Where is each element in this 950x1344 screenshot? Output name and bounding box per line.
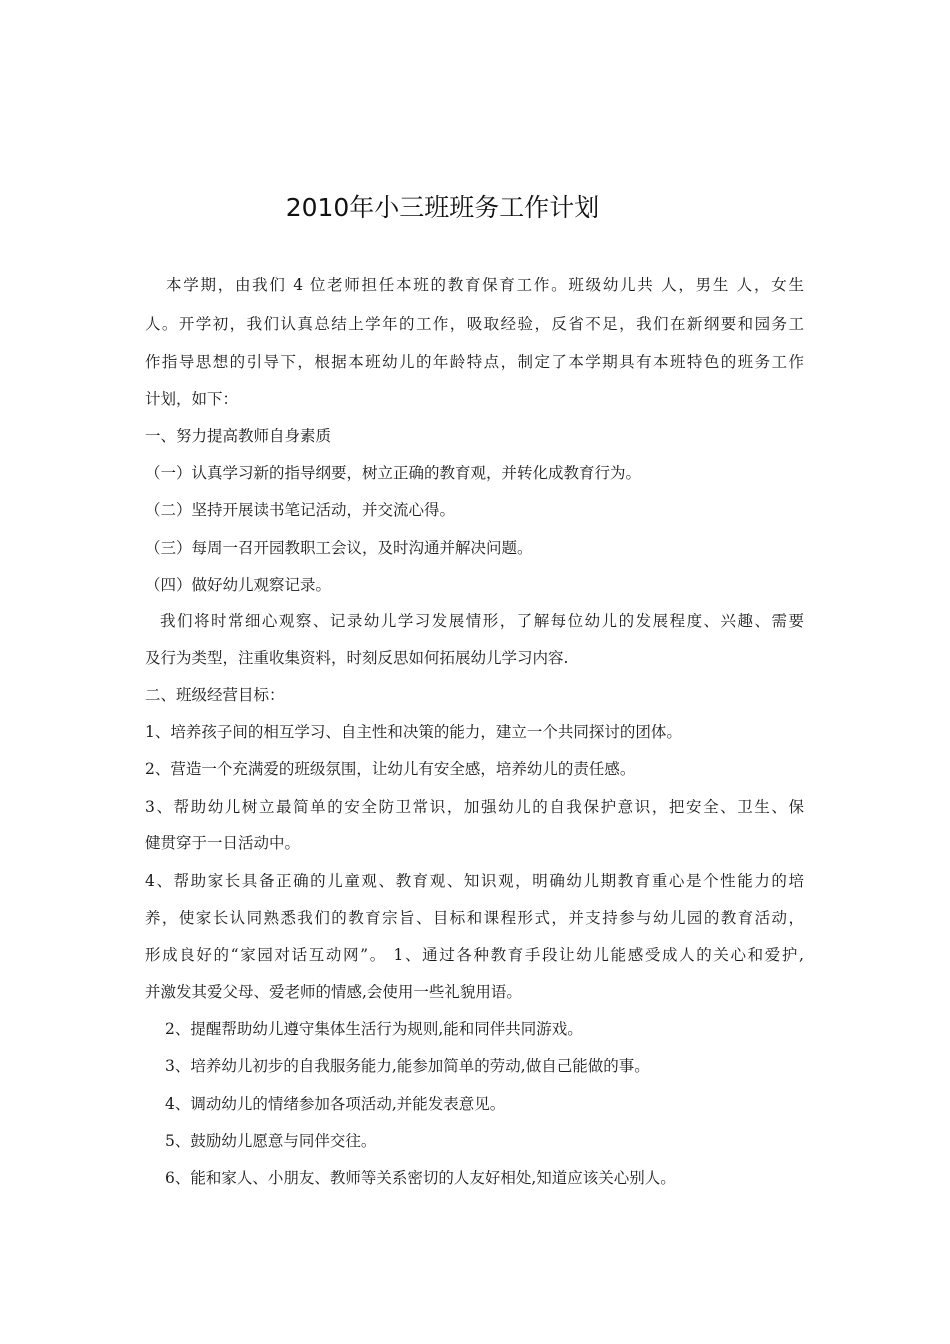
- goal-line-8: 并激发其爱父母、爱老师的情感,会使用一些礼貌用语。: [145, 983, 522, 1001]
- section-2-heading: 二、班级经营目标：: [145, 686, 285, 704]
- section-1-item-3: （三）每周一召开园教职工会议，及时沟通并解决问题。: [145, 539, 533, 557]
- goal-line-3: 3、帮助幼儿树立最简单的安全防卫常识，加强幼儿的自我保护意识，把安全、卫生、保: [145, 798, 804, 816]
- intro-line-4: 计划，如下：: [145, 390, 239, 408]
- section-1-para-line-1: 我们将时常细心观察、记录幼儿学习发展情形，了解每位幼儿的发展程度、兴趣、需要: [160, 612, 804, 630]
- section-1-heading: 一、努力提高教师自身素质: [145, 427, 332, 445]
- section-1-item-4: （四）做好幼儿观察记录。: [145, 576, 332, 594]
- intro-line-2: 人。开学初，我们认真总结上学年的工作，吸取经验，反省不足，我们在新纲要和园务工: [145, 315, 804, 333]
- sub-item-6: 6、能和家人、小朋友、教师等关系密切的人友好相处,知道应该关心别人。: [165, 1169, 676, 1187]
- sub-item-4: 4、调动幼儿的情绪参加各项活动,并能发表意见。: [165, 1095, 506, 1113]
- section-1-item-1: （一）认真学习新的指导纲要，树立正确的教育观，并转化成教育行为。: [145, 464, 642, 482]
- sub-item-5: 5、鼓励幼儿愿意与同伴交往。: [165, 1132, 377, 1150]
- goal-line-7: 形成良好的“家园对话互动网”。 1、通过各种教育手段让幼儿能感受成人的关心和爱护,: [145, 946, 804, 964]
- sub-item-3: 3、培养幼儿初步的自我服务能力,能参加简单的劳动,做自己能做的事。: [165, 1057, 650, 1075]
- goal-line-1: 1、培养孩子间的相互学习、自主性和决策的能力，建立一个共同探讨的团体。: [145, 723, 682, 741]
- intro-line-1: 本学期，由我们 4 位老师担任本班的教育保育工作。班级幼儿共 人，男生 人，女生: [166, 276, 804, 294]
- sub-item-2: 2、提醒帮助幼儿遵守集体生活行为规则,能和同伴共同游戏。: [165, 1020, 583, 1038]
- intro-line-3: 作指导思想的引导下，根据本班幼儿的年龄特点，制定了本学期具有本班特色的班务工作: [145, 353, 804, 371]
- document-title: 2010年小三班班务工作计划: [285, 193, 600, 222]
- section-1-item-2: （二）坚持开展读书笔记活动，并交流心得。: [145, 501, 456, 519]
- goal-line-5: 4、帮助家长具备正确的儿童观、教育观、知识观，明确幼儿期教育重心是个性能力的培: [145, 872, 804, 890]
- section-1-para-line-2: 及行为类型，注重收集资料，时刻反思如何拓展幼儿学习内容.: [145, 649, 569, 667]
- goal-line-6: 养，使家长认同熟悉我们的教育宗旨、目标和课程形式，并支持参与幼儿园的教育活动，: [145, 909, 804, 927]
- goal-line-2: 2、营造一个充满爱的班级氛围，让幼儿有安全感，培养幼儿的责任感。: [145, 760, 636, 778]
- goal-line-4: 健贯穿于一日活动中。: [145, 834, 301, 852]
